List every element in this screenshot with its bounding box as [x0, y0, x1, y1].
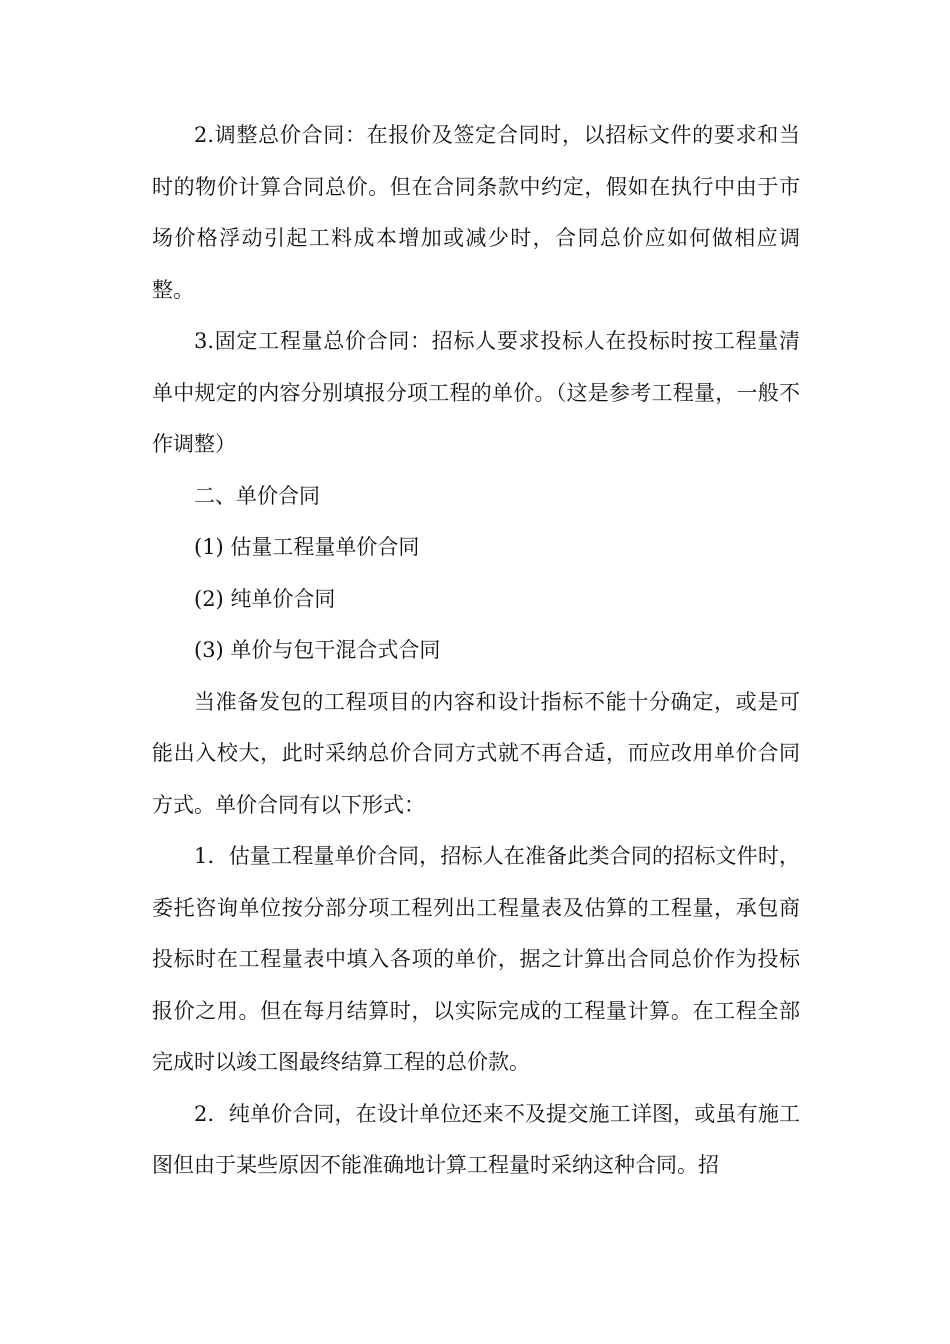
paragraph-adjustable-lump-sum: 2.调整总价合同：在报价及签定合同时，以招标文件的要求和当时的物价计算合同总价。但在合同条款中约定，假如在执行中由于市场价格浮动引起工料成本增加或减少时，合同总价应如何做相应调整。: [152, 123, 800, 302]
list-item-estimated-quantity: (1) 估量工程量单价合同: [194, 535, 420, 559]
list-item-mixed-contract: (3) 单价与包干混合式合同: [194, 638, 441, 662]
list-item-pure-unit-price: (2) 纯单价合同: [194, 586, 336, 611]
section-heading-unit-price: 二、单价合同: [194, 483, 320, 508]
paragraph-fixed-quantity-lump-sum: 3.固定工程量总价合同：招标人要求投标人在投标时按工程量清单中规定的内容分别填报分项工程的单价。（这是参考工程量，一般不作调整）: [152, 329, 800, 456]
paragraph-unit-price-intro: 当准备发包的工程项目的内容和设计指标不能十分确定，或是可能出入校大，此时采纳总价合同方式就不再合适，而应改用单价合同方式。单价合同有以下形式：: [152, 689, 800, 817]
document-page: [152, 110, 800, 1192]
paragraph-pure-unit-price-detail: 2．纯单价合同，在设计单位还来不及提交施工详图，或虽有施工图但由于某些原因不能准确地计算工程量时采纳这种合同。招: [152, 1101, 800, 1177]
paragraph-estimated-quantity-detail: 1．估量工程量单价合同，招标人在准备此类合同的招标文件时，委托咨询单位按分部分项工程列出工程量表及估算的工程量，承包商投标时在工程量表中填入各项的单价，据之计算出合同总价作为投标报价之用。但在每月结算时，以实际完成的工程量计算。在工程全部完成时以竣工图最终结算工程的总价款。: [152, 844, 800, 1074]
